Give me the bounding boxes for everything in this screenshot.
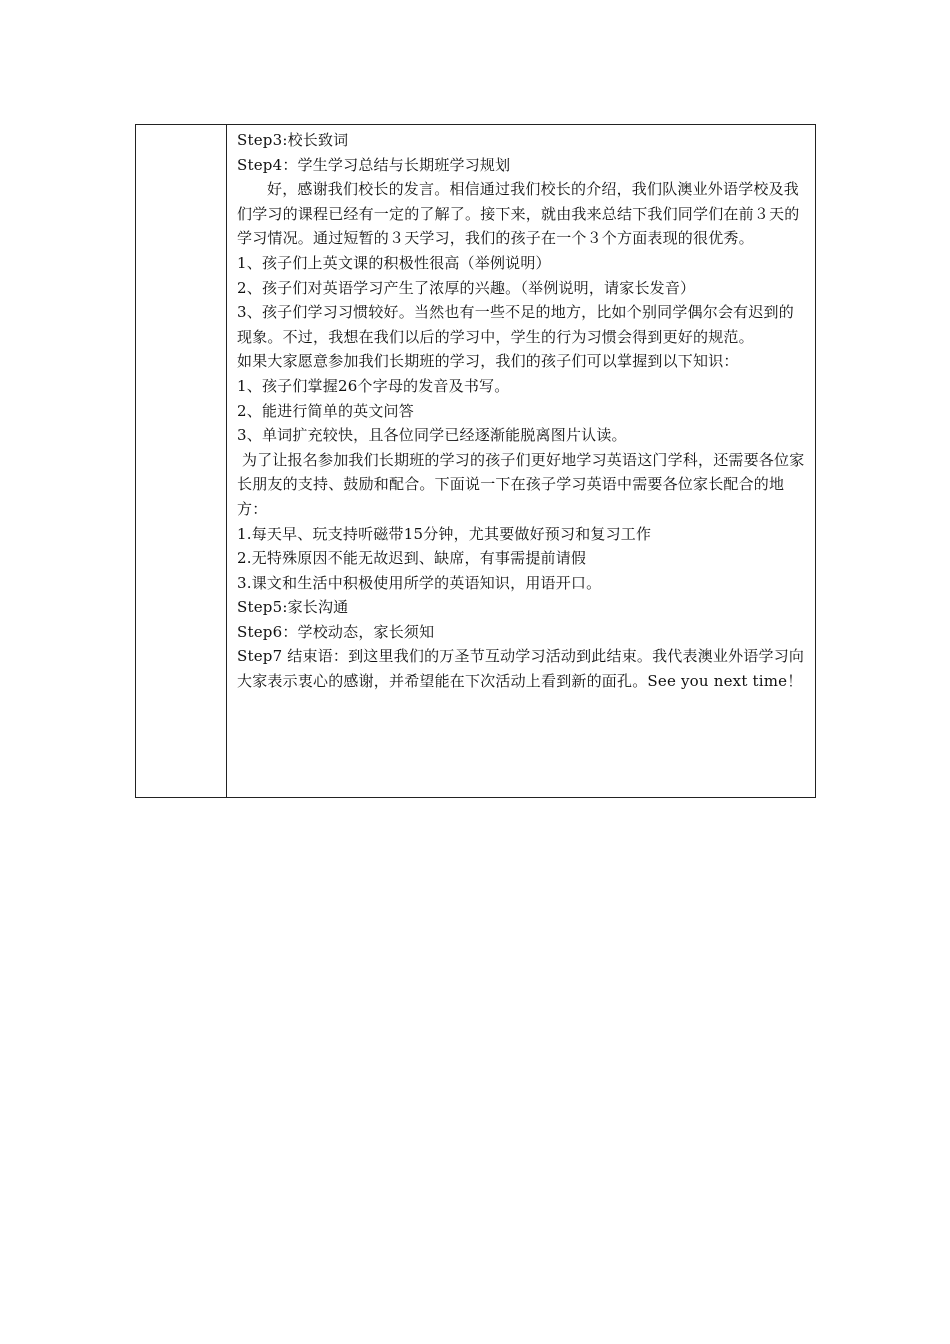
step6-line: Step6：学校动态，家长须知: [237, 622, 435, 641]
knowledge-1: 1、孩子们掌握26个字母的发音及书写。: [237, 376, 510, 395]
point-3: 3、孩子们学习习惯较好。当然也有一些不足的地方，比如个别同学偶尔会有迟到的现象。不过，我想在我们以后的学习中，学生的行为习惯会得到更好的规范。: [237, 303, 794, 346]
point-1: 1、孩子们上英文课的积极性很高（举例说明）: [237, 253, 551, 272]
knowledge-intro: 如果大家愿意参加我们长期班的学习，我们的孩子们可以掌握到以下知识：: [237, 352, 739, 371]
step7-line: Step7 结束语：到这里我们的万圣节互动学习活动到此结束。我代表澳业外语学习向大家表示衷心的感谢，并希望能在下次活动上看到新的面孔。See you next time！: [237, 647, 805, 691]
summary-paragraph: 好，感谢我们校长的发言。相信通过我们校长的介绍，我们队澳业外语学校及我们学习的课程已经有一定的了解了。接下来，就由我来总结下我们同学们在前３天的学习情况。通过短暂的３天学习，我们的孩子在一个３个方面表现的很优秀。: [237, 180, 800, 248]
content-cell: [227, 125, 815, 797]
left-empty-cell: [136, 125, 227, 797]
step5-line: Step5:家长沟通: [237, 598, 349, 617]
parents-1: 1.每天早、玩支持听磁带15分钟，尤其要做好预习和复习工作: [237, 524, 652, 543]
parents-2: 2.无特殊原因不能无故迟到、缺席，有事需提前请假: [237, 549, 587, 568]
parents-intro: 为了让报名参加我们长期班的学习的孩子们更好地学习英语这门学科，还需要各位家长朋友的支持、鼓励和配合。下面说一下在孩子学习英语中需要各位家长配合的地方：: [237, 450, 805, 518]
knowledge-2: 2、能进行简单的英文问答: [237, 401, 414, 420]
document-table: [135, 124, 816, 798]
point-2: 2、孩子们对英语学习产生了浓厚的兴趣。（举例说明，请家长发音）: [237, 278, 696, 297]
step3-line: Step3:校长致词: [237, 131, 349, 149]
knowledge-3: 3、单词扩充较快，且各位同学已经逐渐能脱离图片认读。: [237, 426, 627, 445]
step4-line: Step4：学生学习总结与长期班学习规划: [237, 155, 511, 174]
parents-3: 3.课文和生活中积极使用所学的英语知识，用语开口。: [237, 573, 602, 592]
